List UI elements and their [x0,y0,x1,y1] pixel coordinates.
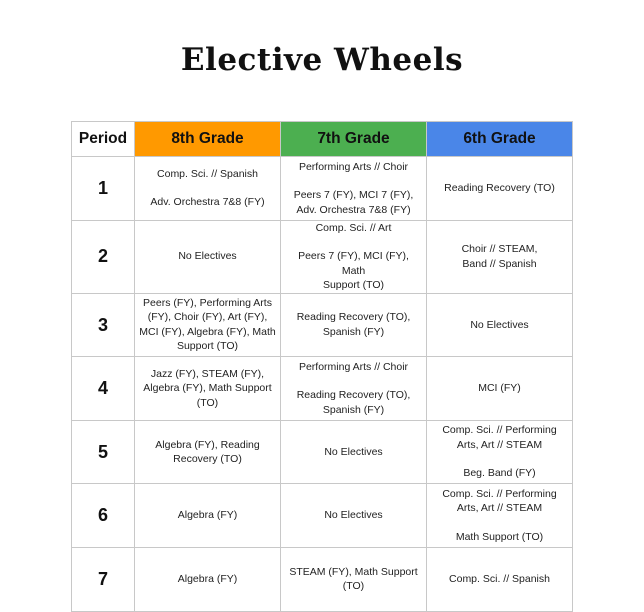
cell-line: Algebra (FY) [177,573,238,586]
cell-line: Comp. Sci. // Art [315,221,392,234]
cell-line: Algebra (FY), Math Support [143,382,272,395]
cell-line: Algebra (FY) [177,509,238,522]
line-gap [431,452,568,466]
cell-line: (TO) [342,580,365,593]
cell-grade6 [427,484,573,548]
page-title: Elective Wheels [180,42,464,78]
cell-grade6 [427,293,573,357]
line-gap [285,235,422,249]
cell-grade8 [135,484,281,548]
cell-line: Support (TO) [322,279,385,292]
period-number: 6 [72,484,135,548]
cell-grade8 [135,420,281,484]
cell-grade8 [135,220,281,293]
cell-line: No Electives [324,509,383,522]
cell-line: Recovery (TO) [173,453,242,466]
cell-line: Spanish (FY) [322,403,385,416]
cell-line: Reading Recovery (TO), [296,311,411,324]
cell-line: Algebra (FY), Reading [155,438,260,451]
header-6th-grade: 6th Grade [427,122,573,157]
cell-line: Comp. Sci. // Performing [442,487,557,500]
cell-line: No Electives [470,318,529,331]
line-gap [285,174,422,188]
cell-line: Band // Spanish [462,257,537,270]
cell-line: No Electives [178,250,237,263]
cell-grade7 [281,293,427,357]
table-row [72,420,573,484]
cell-grade6 [427,157,573,221]
table-row [72,220,573,293]
table-body [72,157,573,612]
table-row [72,293,573,357]
cell-grade7 [281,547,427,611]
cell-line: Choir // STEAM, [461,243,538,256]
cell-line: Spanish (FY) [322,325,385,338]
cell-line: Arts, Art // STEAM [456,502,543,515]
cell-line: (TO) [196,396,219,409]
line-gap [285,374,422,388]
cell-grade7 [281,220,427,293]
cell-grade8 [135,547,281,611]
line-gap [431,516,568,530]
period-number: 4 [72,357,135,421]
cell-grade7 [281,357,427,421]
cell-line: MCI (FY), Algebra (FY), Math [139,325,276,338]
table-row [72,547,573,611]
table-row [72,484,573,548]
cell-line: Adv. Orchestra 7&8 (FY) [296,203,411,216]
cell-line: Comp. Sci. // Performing [442,424,557,437]
cell-line: Comp. Sci. // Spanish [449,573,550,586]
cell-grade7 [281,484,427,548]
cell-line: No Electives [324,445,383,458]
period-number: 1 [72,157,135,221]
cell-line: Reading Recovery (TO), [296,389,411,402]
cell-line: Peers 7 (FY), MCI (FY), Math [298,250,409,277]
table-row [72,157,573,221]
cell-grade6 [427,547,573,611]
table-header-row [72,122,573,157]
cell-grade8 [135,157,281,221]
cell-line: Peers (FY), Performing Arts [143,296,272,309]
cell-grade6 [427,220,573,293]
cell-line: Comp. Sci. // Spanish [157,167,258,180]
cell-line: Support (TO) [176,340,239,353]
cell-line: Adv. Orchestra 7&8 (FY) [150,196,265,209]
cell-line: Reading Recovery (TO) [444,182,555,195]
cell-grade7 [281,157,427,221]
period-number: 7 [72,547,135,611]
cell-line: MCI (FY) [478,382,521,395]
cell-grade6 [427,420,573,484]
cell-line: (FY), Choir (FY), Art (FY), [147,311,268,324]
header-period: Period [72,122,135,157]
cell-grade8 [135,357,281,421]
cell-line: STEAM (FY), Math Support [289,565,418,578]
header-7th-grade: 7th Grade [281,122,427,157]
elective-wheel-table [71,121,573,612]
line-gap [139,181,276,195]
cell-line: Arts, Art // STEAM [456,438,543,451]
period-number: 3 [72,293,135,357]
cell-grade7 [281,420,427,484]
header-8th-grade: 8th Grade [135,122,281,157]
table-row [72,357,573,421]
cell-grade8 [135,293,281,357]
cell-line: Jazz (FY), STEAM (FY), [150,367,265,380]
cell-line: Beg. Band (FY) [463,467,536,480]
period-number: 5 [72,420,135,484]
cell-line: Performing Arts // Choir [298,360,409,373]
cell-line: Performing Arts // Choir [298,160,409,173]
cell-line: Math Support (TO) [455,530,544,543]
cell-grade6 [427,357,573,421]
cell-line: Peers 7 (FY), MCI 7 (FY), [293,189,414,202]
period-number: 2 [72,220,135,293]
